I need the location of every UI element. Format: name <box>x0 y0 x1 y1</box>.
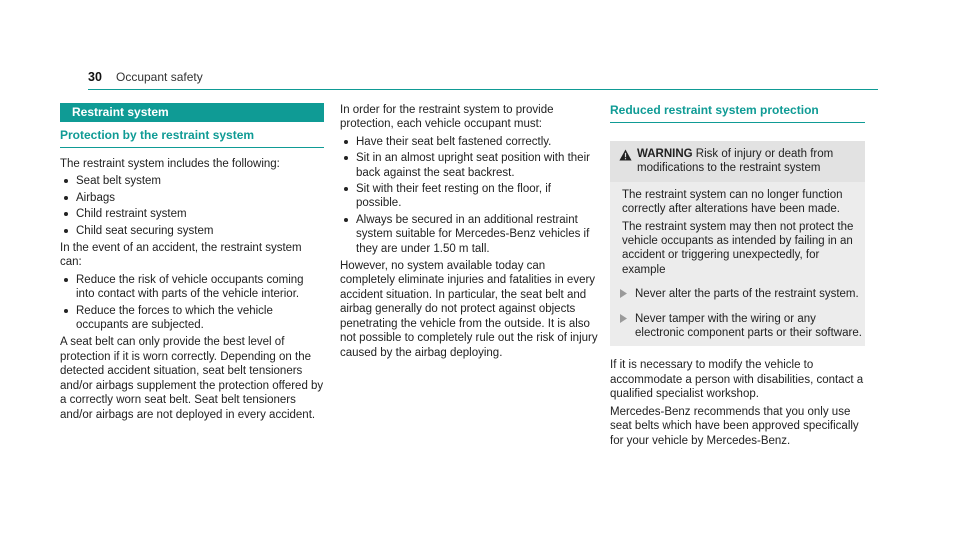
list-item: Child seat securing system <box>60 224 324 238</box>
play-arrow-icon <box>620 289 627 298</box>
page-number: 30 <box>88 70 102 84</box>
header-divider <box>88 89 878 90</box>
list-item: Airbags <box>60 191 324 205</box>
section-title-bar: Restraint system <box>60 103 324 122</box>
event-intro: In the event of an accident, the restraint system can: <box>60 242 302 269</box>
list-item: Reduce the forces to which the vehicle occupants are subjected. <box>60 304 324 333</box>
warning-step <box>610 287 865 301</box>
column-occupant-requirements <box>340 103 598 363</box>
requirements-intro: In order for the restraint system to provide protection, each vehicle occupant must: <box>340 104 554 131</box>
components-intro: The restraint system includes the following: <box>60 158 280 170</box>
list-item: Sit with their feet resting on the floor, if possible. <box>340 182 598 211</box>
warning-step-text: Never alter the parts of the restraint system. <box>635 288 859 301</box>
page-header <box>88 70 878 88</box>
list-item: Child restraint system <box>60 207 324 221</box>
warning-triangle-icon <box>619 149 632 161</box>
page-section-title: Occupant safety <box>116 70 203 84</box>
modification-paragraph: If it is necessary to modify the vehicle to accommodate a person with disabilities, contact a qualified specialist workshop. <box>610 359 864 401</box>
list-item: Always be secured in an additional restraint system suitable for Mercedes-Benz vehicles if they are under 1.50 m tall. <box>340 213 598 256</box>
warning-box <box>610 141 865 346</box>
recommendation-paragraph: Mercedes-Benz recommends that you only use seat belts which have been approved specifically for your vehicle by Mercedes-Benz. <box>610 405 859 447</box>
warning-header <box>610 141 865 182</box>
warning-paragraph: The restraint system may then not protect the vehicle occupants as intended by failing in an accident or triggering unexpectedly, for example <box>622 220 854 276</box>
column-reduced-protection <box>610 103 865 451</box>
warning-label: WARNING <box>637 148 693 160</box>
limitations-paragraph: However, no system available today can completely eliminate injuries and fatalities in every accident situation. In particular, the seat belt and airbag generally do not protect against objects penetrating the vehicle from the outside. It is also not possible to completely rule out the risk of injury caused by the airbag deploying. <box>340 260 598 359</box>
warning-step-text: Never tamper with the wiring or any electronic component parts or their software. <box>635 312 862 340</box>
warning-title: Risk of injury or death from modifications to the restraint system <box>637 148 834 175</box>
closing-paragraph: A seat belt can only provide the best level of protection if it is worn correctly. Depending on the detected accident situation, seat belt tensioners and/or airbags supplement the protection offered by a correctly worn seat belt. Seat belt tensioners and/or airbags are not deployed in every accident. <box>60 336 324 421</box>
warning-step <box>610 312 865 341</box>
warning-body <box>610 182 865 277</box>
list-item: Seat belt system <box>60 174 324 188</box>
play-arrow-icon <box>620 314 627 323</box>
list-item: Reduce the risk of vehicle occupants coming into contact with parts of the vehicle interior. <box>60 273 324 302</box>
components-list <box>60 174 324 238</box>
list-item: Have their seat belt fastened correctly. <box>340 135 598 149</box>
requirements-list <box>340 135 598 256</box>
warning-paragraph: The restraint system can no longer function correctly after alterations have been made. <box>622 188 843 216</box>
list-item: Sit in an almost upright seat position with their back against the seat backrest. <box>340 151 598 180</box>
subheading-reduced-protection: Reduced restraint system protection <box>610 103 865 123</box>
column-restraint-system <box>60 103 324 425</box>
subheading-protection: Protection by the restraint system <box>60 128 324 148</box>
event-list <box>60 273 324 333</box>
